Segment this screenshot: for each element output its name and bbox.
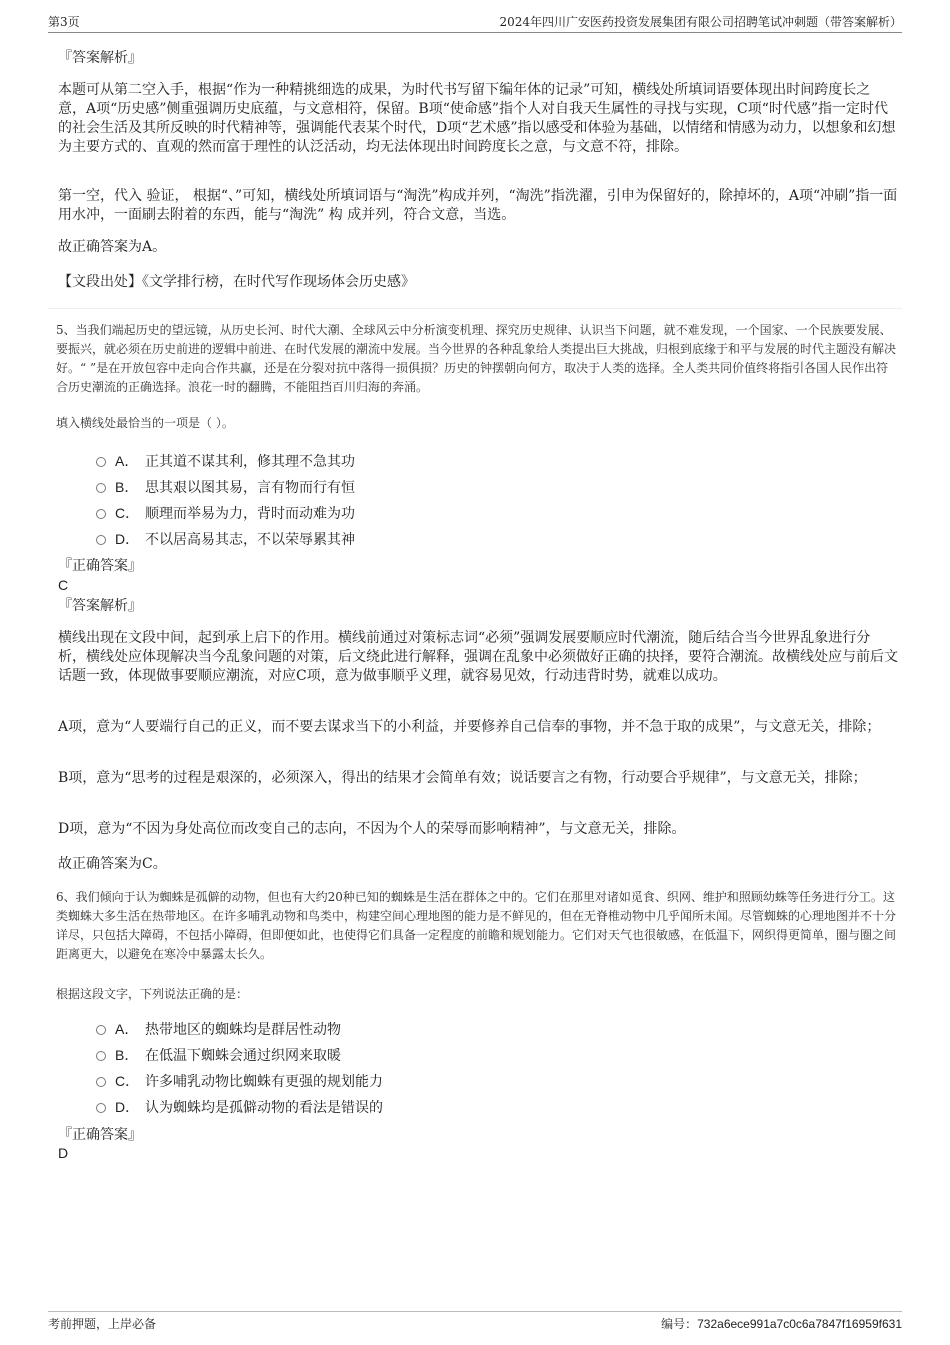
correct-answer: D — [58, 1145, 69, 1161]
question-5-option-a[interactable]: A． 正其道不谋其利，修其理不急其功 — [96, 451, 355, 472]
question-divider — [48, 308, 902, 309]
question-5-option-b[interactable]: B． 思其艰以图其易，言有物而行有恒 — [96, 477, 355, 498]
question-6-text: 6、我们倾向于认为蜘蛛是孤僻的动物，但也有大约20种已知的蜘蛛是生活在群体之中的。它们在那里对诸如觅食、织网、维护和照顾幼蛛等任务进行分工。这类蜘蛛大多生活在热带地区。在许多哺乳动物和鸟类中，构建空间心理地图的能力是不鲜见的，但在无脊椎动物中几乎闻所未闻。尽管蜘蛛的心理地图并不十分详尽，只包括大障碍，不包括小障碍，但即便如此，也使得它们具备一定程度的前瞻和规划能力。它们对天气也很敏感，在低温下，网织得更简单，圈与圈之间距离更大，以避免在寒冷中暴露太长久。 — [56, 890, 897, 961]
question-6-prompt: 根据这段文字，下列说法正确的是： — [56, 987, 249, 1001]
code-label: 编号： — [661, 1317, 698, 1331]
document-title: 2024年四川广安医药投资发展集团有限公司招聘笔试冲刺题（带答案解析） — [499, 15, 902, 29]
radio-icon[interactable] — [96, 1025, 106, 1035]
radio-icon[interactable] — [96, 1051, 106, 1061]
page-footer — [48, 1311, 902, 1331]
correct-answer-label: 『正确答案』 — [58, 558, 142, 574]
document-code — [661, 1315, 902, 1332]
correct-answer: C — [58, 577, 69, 593]
page-number: 第3页 — [48, 15, 80, 29]
correct-answer-label: 『正确答案』 — [58, 1127, 142, 1143]
analysis-paragraph: B项，意为“思考的过程是艰深的，必须深入，得出的结果才会简单有效；说话要言之有物，行动要合乎规律”，与文意无关，排除； — [58, 770, 867, 786]
question-5-option-c[interactable]: C． 顺理而举易为力，背时而动难为功 — [96, 503, 355, 524]
radio-icon[interactable] — [96, 509, 106, 519]
question-6-option-b[interactable]: B． 在低温下蜘蛛会通过织网来取暖 — [96, 1045, 341, 1066]
radio-icon[interactable] — [96, 483, 106, 493]
analysis-paragraph: 本题可从第二空入手，根据“作为一种精挑细选的成果，为时代书写留下编年体的记录”可知，横线处所填词语要体现出时间跨度长之意，A项“历史感”侧重强调历史底蕴，与文意相符，保留。B项“使命感”指个人对自我天生属性的寻找与实现，C项“时代感”指一定时代的社会生活及其所反映的时代精神等，强调能代表某个时代，D项“艺术感”指以感受和体验为基础，以情绪和情感为动力，以想象和幻想为主要方式的、直观的然而富于理性的认泛活动，均无法体现出时间跨度长之意，与文意不符，排除。 — [58, 82, 896, 155]
page-header — [48, 10, 902, 33]
question-6-option-c[interactable]: C． 许多哺乳动物比蜘蛛有更强的规划能力 — [96, 1071, 383, 1092]
analysis-label: 『答案解析』 — [58, 50, 142, 66]
code-value: 732a6ece991a7c0c6a7847f16959f631 — [697, 1317, 902, 1331]
source-citation: 【文段出处】《文学排行榜，在时代写作现场体会历史感》 — [58, 274, 415, 290]
analysis-conclusion: 故正确答案为C。 — [58, 856, 167, 872]
analysis-paragraph: D项，意为“不因为身处高位而改变自己的志向，不因为个人的荣辱而影响精神”，与文意无关，排除。 — [58, 821, 686, 837]
question-5-option-d[interactable]: D． 不以居高易其志，不以荣辱累其神 — [96, 529, 355, 550]
question-5-prompt: 填入横线处最恰当的一项是（ ）。 — [56, 416, 234, 430]
question-6-option-d[interactable]: D． 认为蜘蛛均是孤僻动物的看法是错误的 — [96, 1097, 383, 1118]
radio-icon[interactable] — [96, 457, 106, 467]
radio-icon[interactable] — [96, 535, 106, 545]
question-6-option-a[interactable]: A． 热带地区的蜘蛛均是群居性动物 — [96, 1019, 341, 1040]
radio-icon[interactable] — [96, 1077, 106, 1087]
radio-icon[interactable] — [96, 1103, 106, 1113]
analysis-conclusion: 故正确答案为A。 — [58, 239, 167, 255]
footer-slogan: 考前押题，上岸必备 — [48, 1317, 157, 1331]
analysis-paragraph: 第一空，代入 验证， 根据“、”可知，横线处所填词语与“淘洗”构成并列，“淘洗”指洗濯，引申为保留好的，除掉坏的，A项“冲刷”指一面用水冲，一面刷去附着的东西，能与“淘洗” 构 成并列，符合文意，当选。 — [58, 188, 898, 223]
analysis-paragraph: 横线出现在文段中间，起到承上启下的作用。横线前通过对策标志词“必须”强调发展要顺应时代潮流，随后结合当今世界乱象进行分析，横线处应体现解决当今乱象问题的对策，后文绕此进行解释，强调在乱象中必须做好正确的抉择，要符合潮流。故横线处应与前后文话题一致，体现做事要顺应潮流，对应C项，意为做事顺乎义理，就容易见效，行动违背时势，就难以成功。 — [58, 630, 898, 684]
question-5-text: 5、当我们端起历史的望远镜，从历史长河、时代大潮、全球风云中分析演变机理、探究历史规律、认识当下问题，就不难发现，一个国家、一个民族要发展、要振兴，就必须在历史前进的逻辑中前进、在时代发展的潮流中发展。当今世界的各种乱象给人类提出巨大挑战，归根到底缘于和平与发展的时代主题没有解决好。“ ”是在开放包容中走向合作共赢，还是在分裂对抗中落得一损俱损？历史的钟摆朝向何方，取决于人类的选择。全人类共同价值终将指引各国人民作出符合历史潮流的正确选择。浪花一时的翻腾，不能阻挡百川归海的奔涌。 — [56, 323, 897, 394]
analysis-paragraph: A项，意为“人要端行自己的正义，而不要去谋求当下的小利益，并要修养自己信奉的事物，并不急于取的成果”，与文意无关，排除； — [58, 719, 881, 735]
analysis-label: 『答案解析』 — [58, 598, 142, 614]
